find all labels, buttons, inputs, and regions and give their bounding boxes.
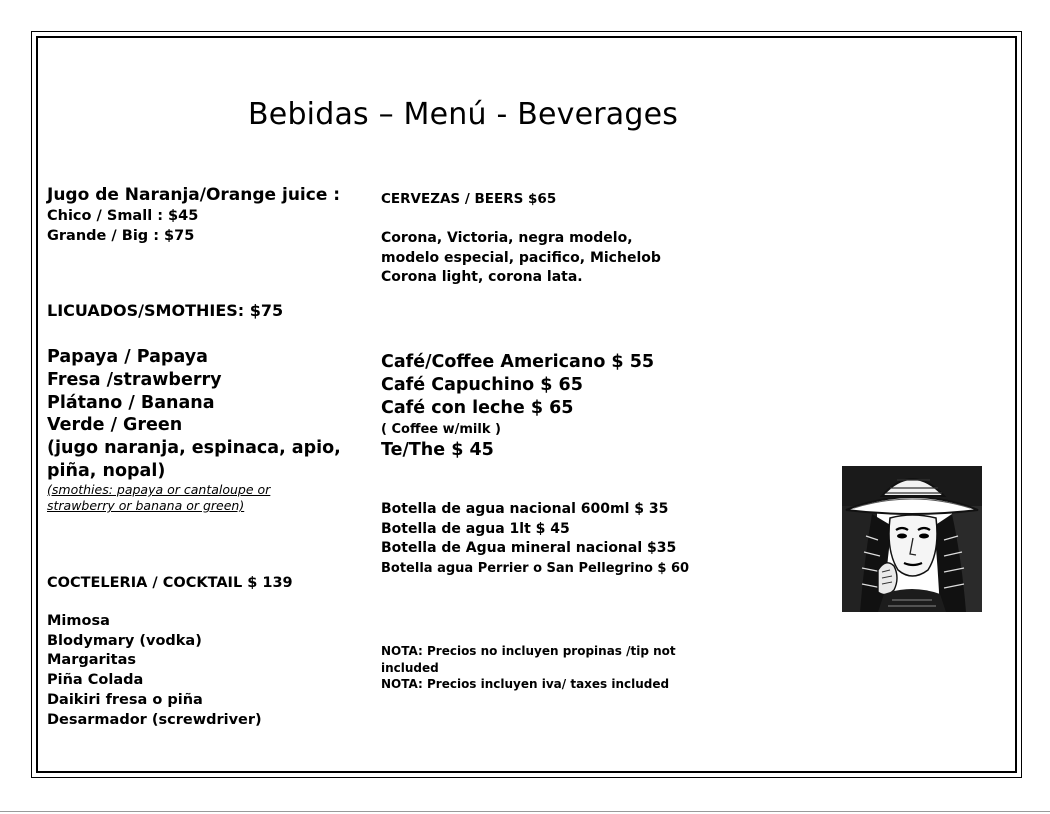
note-line: included — [381, 660, 439, 675]
coffee-item: Café/Coffee Americano $ 55 — [381, 352, 655, 372]
beers-heading: CERVEZAS / BEERS $65 — [381, 191, 557, 207]
smoothies-list — [47, 346, 341, 483]
juice-section — [47, 184, 340, 246]
page-bottom-rule — [0, 811, 1050, 812]
cocktail-item: Daikiri fresa o piña — [47, 691, 203, 708]
note-line: NOTA: Precios no incluyen propinas /tip not — [381, 644, 676, 658]
water-list — [381, 500, 689, 578]
menu-title: Bebidas – Menú - Beverages — [248, 97, 679, 132]
beers-line: Corona, Victoria, negra modelo, — [381, 230, 633, 246]
coffee-item-note: ( Coffee w/milk ) — [381, 422, 501, 437]
smoothie-item: Fresa /strawberry — [47, 369, 222, 390]
coffee-item: Café Capuchino $ 65 — [381, 375, 583, 395]
smoothies-note — [47, 482, 270, 514]
smoothie-item: Verde / Green — [47, 415, 183, 436]
water-item: Botella de agua 1lt $ 45 — [381, 520, 570, 537]
coffee-item: Café con leche $ 65 — [381, 398, 574, 418]
water-item: Botella agua Perrier o San Pellegrino $ 60 — [381, 560, 690, 576]
cocktail-item: Piña Colada — [47, 672, 144, 689]
note-line: NOTA: Precios incluyen iva/ taxes included — [381, 677, 670, 691]
beers-line: modelo especial, pacifico, Michelob — [381, 249, 661, 266]
cocktail-item: Mimosa — [47, 613, 110, 629]
cocktail-item: Blodymary (vodka) — [47, 632, 202, 649]
juice-item: Chico / Small : $45 — [47, 208, 199, 224]
water-item: Botella de agua nacional 600ml $ 35 — [381, 501, 669, 517]
cocktail-item: Desarmador (screwdriver) — [47, 711, 262, 728]
smoothie-item: (jugo naranja, espinaca, apio, — [47, 438, 341, 459]
juice-heading: Jugo de Naranja/Orange juice : — [47, 185, 341, 205]
cocktails-heading: COCTELERIA / COCKTAIL $ 139 — [47, 575, 293, 591]
cocktail-item: Margaritas — [47, 652, 136, 669]
smoothies-note-line: strawberry or banana or green) — [47, 498, 245, 513]
smoothie-item: Plátano / Banana — [47, 392, 215, 413]
coffee-item: Te/The $ 45 — [381, 440, 494, 460]
smoothie-item: piña, nopal) — [47, 460, 166, 481]
coffee-list — [381, 351, 654, 462]
portrait-woman-sombrero-icon — [842, 466, 982, 612]
beers-line: Corona light, corona lata. — [381, 269, 583, 286]
beers-list — [381, 229, 661, 288]
smoothie-item: Papaya / Papaya — [47, 347, 208, 367]
juice-item: Grande / Big : $75 — [47, 228, 195, 244]
smoothies-heading: LICUADOS/SMOTHIES: $75 — [47, 301, 284, 320]
price-notes — [381, 643, 676, 693]
cocktails-list — [47, 612, 262, 730]
water-item: Botella de Agua mineral nacional $35 — [381, 540, 677, 556]
smoothies-note-line: (smothies: papaya or cantaloupe or — [47, 482, 271, 497]
